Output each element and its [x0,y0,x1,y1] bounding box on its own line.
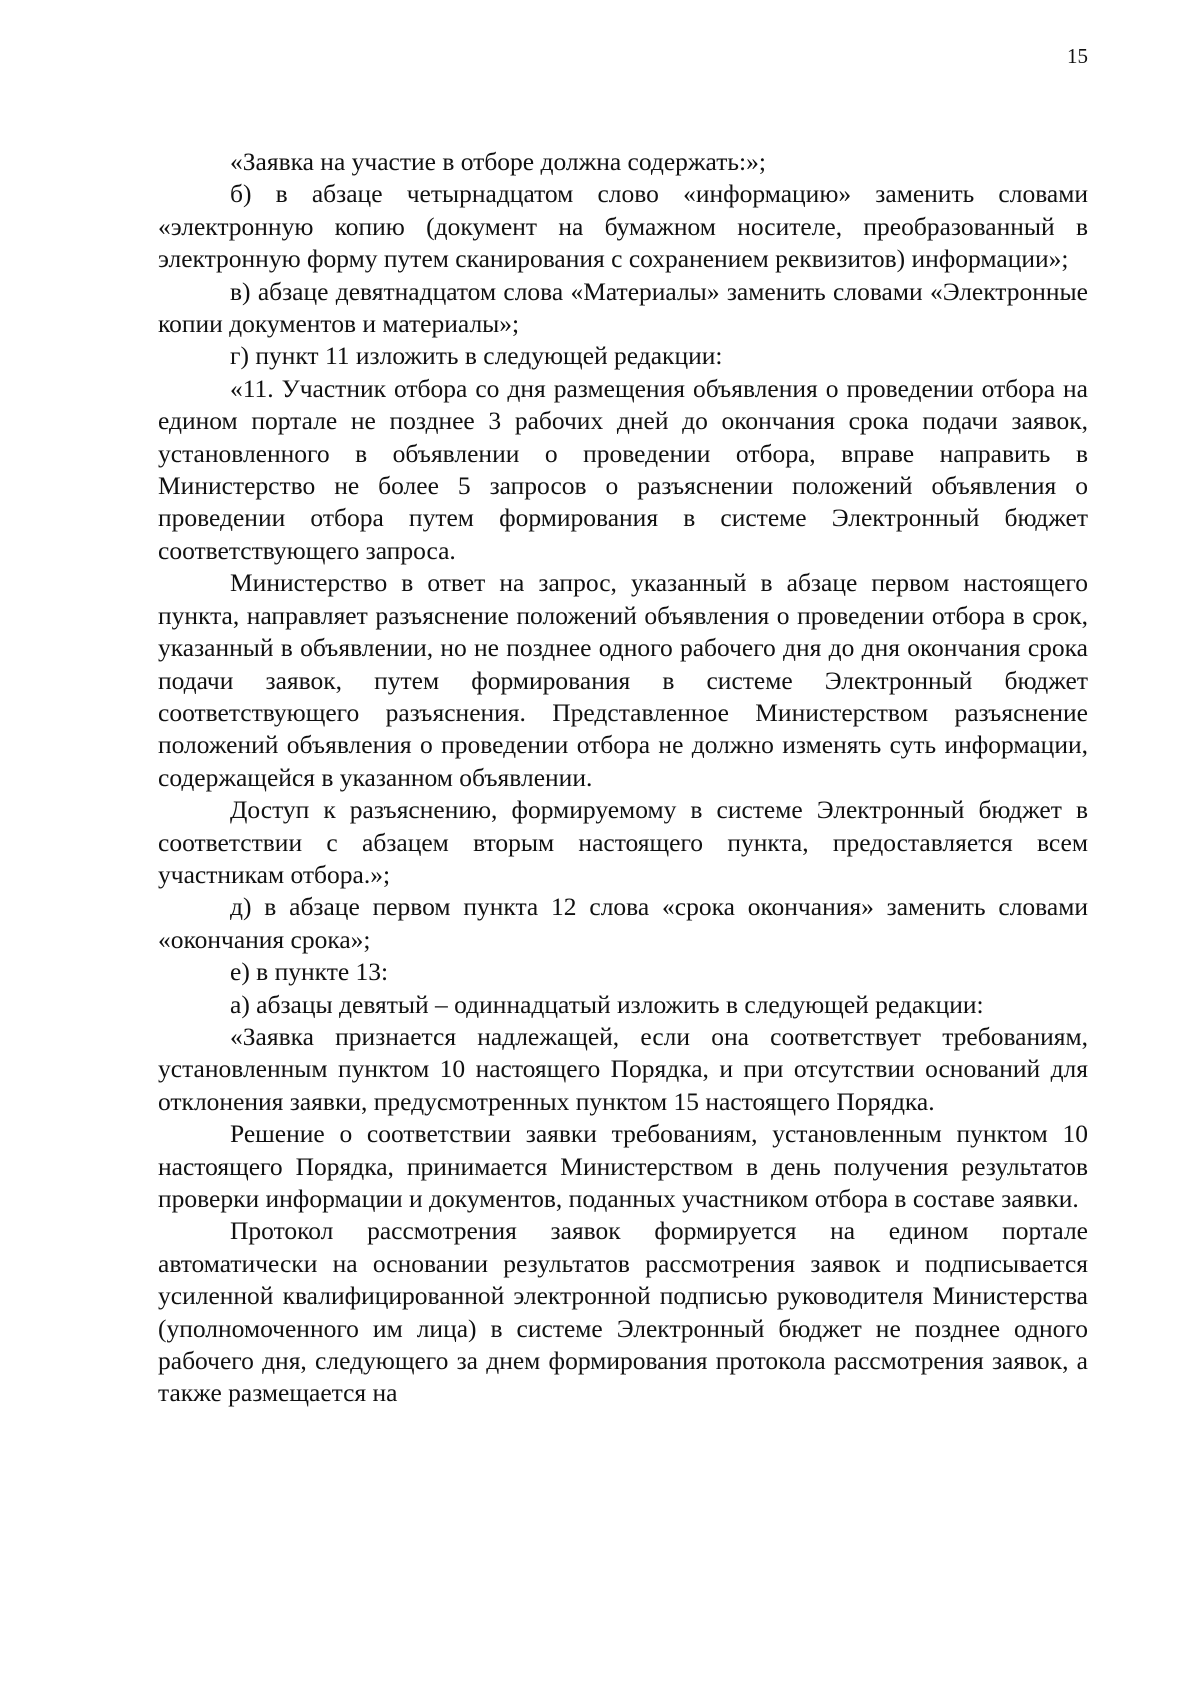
paragraph-ministry-response: Министерство в ответ на запрос, указанный в абзаце первом настоящего пункта, направляет разъяснение положений объявления о проведении отбора в срок, указанный в объявлении, но не позднее одного рабочего дня до дня окончания срока подачи заявок, путем формирования в системе Электронный бюджет соответствующего разъяснения. Представленное Министерством разъяснение положений объявления о проведении отбора не должно изменять суть информации, содержащейся в указанном объявлении. [158,568,1088,792]
paragraph-amendment-g: г) пункт 11 изложить в следующей редакции: [230,341,723,371]
paragraph-clause-11: «11. Участник отбора со дня размещения объявления о проведении отбора на едином портале не позднее 3 рабочих дней до окончания срока подачи заявок, установленного в объявлении о проведении отбора, вправе направить в Министерство не более 5 запросов о разъяснении положений объявления о проведении отбора путем формирования в системе Электронный бюджет соответствующего запроса. [158,373,1088,565]
paragraph-review-protocol: Протокол рассмотрения заявок формируется на едином портале автоматически на основании результатов рассмотрения заявок и подписывается усиленной квалифицированной электронной подписью руководителя Министерства (уполномоченного им лица) в системе Электронный бюджет не позднее одного рабочего дня, следующего за днем формирования протокола рассмотрения заявок, а также размещается на [158,1216,1088,1408]
paragraph-compliance-decision: Решение о соответствии заявки требованиям, установленным пунктом 10 настоящего Порядка, принимается Министерством в день получения результатов проверки информации и документов, поданных участником отбора в составе заявки. [158,1119,1088,1213]
document-body [158,146,1088,1410]
paragraph-amendment-d: д) в абзаце первом пункта 12 слова «срока окончания» заменить словами «окончания срока»; [158,892,1088,954]
paragraph-amendment-b: б) в абзаце четырнадцатом слово «информацию» заменить словами «электронную копию (документ на бумажном носителе, преобразованный в электронную форму путем сканирования с сохранением реквизитов) информации»; [158,179,1088,274]
paragraph-subitem-a: а) абзацы девятый – одиннадцатый изложить в следующей редакции: [230,989,984,1019]
paragraph-application-content: «Заявка на участие в отборе должна содержать:»; [230,147,766,176]
paragraph-application-proper: «Заявка признается надлежащей, если она соответствует требованиям, установленным пунктом 10 настоящего Порядка, и при отсутствии оснований для отклонения заявки, предусмотренных пунктом 15 настоящего Порядка. [158,1021,1088,1116]
page-number: 15 [1067,44,1088,68]
paragraph-amendment-v: в) абзаце девятнадцатом слова «Материалы» заменить словами «Электронные копии документов и материалы»; [158,276,1088,339]
paragraph-access-to-clarification: Доступ к разъяснению, формируемому в системе Электронный бюджет в соответствии с абзацем вторым настоящего пункта, предоставляется всем участникам отбора.»; [158,795,1088,889]
paragraph-amendment-e: е) в пункте 13: [230,957,389,987]
